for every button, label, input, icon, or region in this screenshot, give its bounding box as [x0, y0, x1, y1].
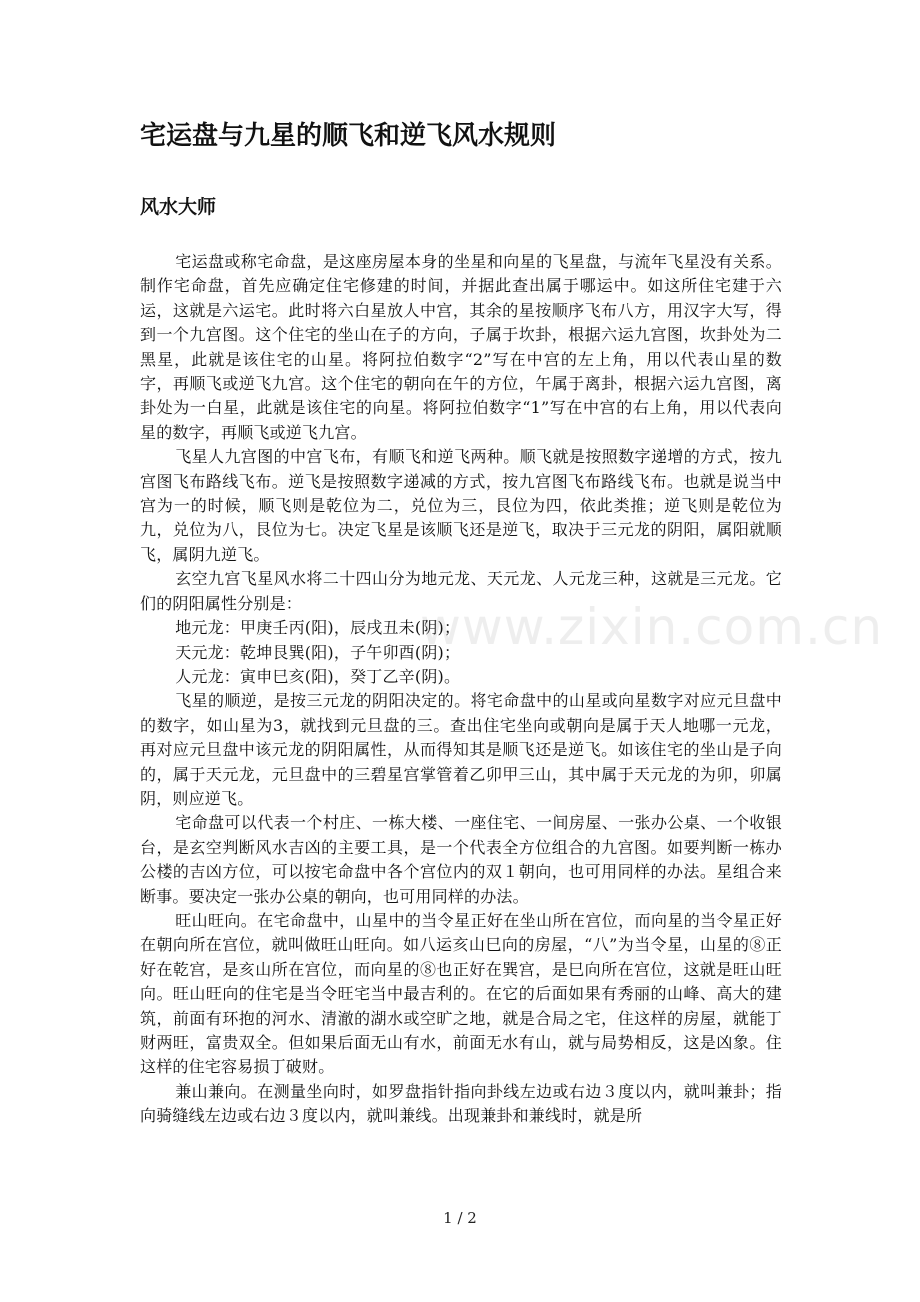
watermark: www.zixin.com.cn [420, 598, 884, 656]
document-title: 宅运盘与九星的顺飞和逆飞风水规则 [140, 121, 557, 151]
page-number: 1 / 2 [443, 1209, 477, 1227]
paragraph-earth-dragon: 地元龙：甲庚壬丙(阳)，辰戌丑未(阴)； [175, 618, 461, 638]
paragraph-three-dragons: 玄空九宫飞星风水将二十四山分为地元龙、天元龙、人元龙三种，这就是三元龙。它们的阴阳属性分别是： [140, 569, 782, 613]
author-heading: 风水大师 [140, 196, 217, 218]
paragraph-flying-directions: 飞星人九宫图的中宫飞布，有顺飞和逆飞两种。顺飞就是按照数字递增的方式，按九宫图飞布路线飞布。逆飞是按照数字递减的方式，按九宫图飞布路线飞布。也就是说当中宫为一的时候，顺飞则是乾位为二，兑位为三，艮位为四，依此类推；逆飞则是乾位为九，兑位为八，艮位为七。决定飞星是该顺飞还是逆飞，取决于三元龙的阴阳，属阳就顺飞，属阴九逆飞。 [140, 447, 782, 564]
paragraph-prosperous-mountain: 旺山旺向。在宅命盘中，山星中的当令星正好在坐山所在宫位，而向星的当令星正好在朝向所在宫位，就叫做旺山旺向。如八运亥山巳向的房屋，“八”为当令星，山星的⑧正好在乾宫，是亥山所在宫位，而向星的⑧也正好在巽宫，是巳向所在宫位，这就是旺山旺向。旺山旺向的住宅是当令旺宅当中最吉利的。在它的后面如果有秀丽的山峰、高大的建筑，前面有环抱的河水、清澈的湖水或空旷之地，就是合局之宅，住这样的房屋，就能丁财两旺，富贵双全。但如果后面无山有水，前面无水有山，就与局势相反，这是凶象。住这样的住宅容易损丁破财。 [140, 910, 782, 1077]
document-body [140, 250, 782, 1129]
paragraph-combined-direction: 兼山兼向。在测量坐向时，如罗盘指针指向卦线左边或右边３度以内，就叫兼卦；指向骑缝线左边或右边３度以内，就叫兼线。出现兼卦和兼线时，就是所 [140, 1081, 782, 1126]
paragraph-human-dragon: 人元龙：寅申巳亥(阳)，癸丁乙辛(阴)。 [175, 666, 461, 686]
paragraph-heaven-dragon: 天元龙：乾坤艮巽(阳)，子午卯酉(阴)； [175, 642, 461, 662]
paragraph-forward-reverse: 飞星的顺逆，是按三元龙的阴阳决定的。将宅命盘中的山星或向星数字对应元旦盘中的数字，如山星为3，就找到元旦盘的三。查出住宅坐向或朝向是属于天人地哪一元龙，再对应元旦盘中该元龙的阴阳属性，从而得知其是顺飞还是逆飞。如该住宅的坐山是子向的，属于天元龙，元旦盘中的三碧星宫掌管着乙卯甲三山，其中属于天元龙的为卯，卯属阴，则应逆飞。 [140, 691, 782, 808]
paragraph-house-chart: 宅运盘或称宅命盘，是这座房屋本身的坐星和向星的飞星盘，与流年飞星没有关系。制作宅命盘，首先应确定住宅修建的时间，并据此查出属于哪运中。如这所住宅建于六运，这就是六运宅。此时将六白星放人中宫，其余的星按顺序飞布八方，用汉字大写，得到一个九宫图。这个住宅的坐山在子的方向，子属于坎卦，根据六运九宫图，坎卦处为二黑星，此就是该住宅的山星。将阿拉伯数字“2”写在中宫的左上角，用以代表山星的数字，再顺飞或逆飞九宫。这个住宅的朝向在午的方位，午属于离卦，根据六运九宫图，离卦处为一白星，此就是该住宅的向星。将阿拉伯数字“1”写在中宫的右上角，用以代表向星的数字，再顺飞或逆飞九宫。 [140, 252, 782, 442]
paragraph-house-chart-usage: 宅命盘可以代表一个村庄、一栋大楼、一座住宅、一间房屋、一张办公桌、一个收银台，是玄空判断风水吉凶的主要工具，是一个代表全方位组合的九宫图。如要判断一栋办公楼的吉凶方位，可以按宅命盘中各个宫位内的双１朝向，也可用同样的办法。星组合来断事。要决定一张办公桌的朝向，也可用同样的办法。 [140, 813, 782, 906]
